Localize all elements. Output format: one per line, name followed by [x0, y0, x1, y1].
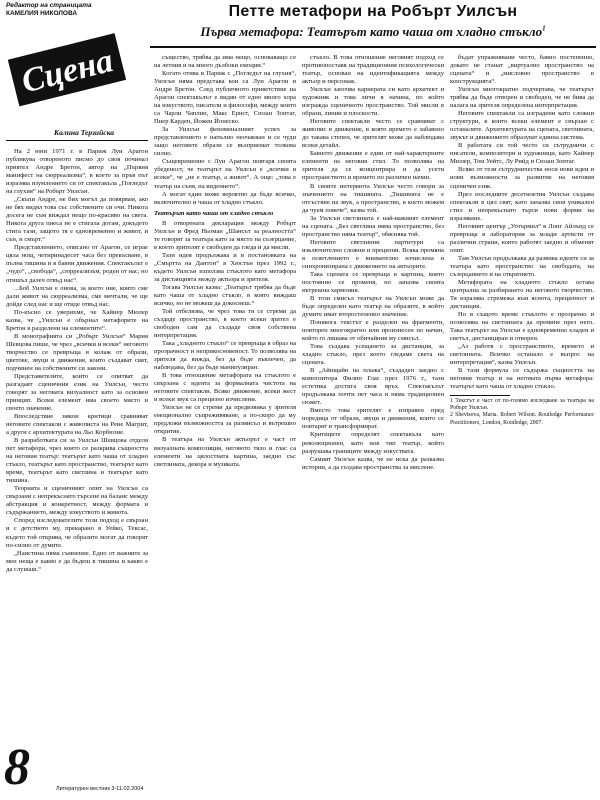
paragraph: Същевременно с Луи Арагон повтаря своята убеденост, че театърът на Уилсън е „всички и всеки“, че „не е театър, а живот“. А още: „това е театър на съня, на видението“.	[154, 158, 296, 190]
paragraph: „Аз работя с пространството, времето и светлината. Всичко останало е въпрос на интерпретация“, казва Уилсън.	[450, 343, 594, 367]
paragraph: Неговите спектакли са изградени като сложни структури, в които всеки елемент е свързан с останалите. Архитектурата на сцената, светлината, звукът и движението образуват единна система.	[450, 110, 594, 142]
paragraph: същество, трябва да има нещо, основаващо се на летния и на много дълбоки емоции.“	[154, 54, 296, 70]
paragraph: Вместо това зрителят е изправен пред поредица от образи, звуци и движения, които се повтарят и трансформират.	[302, 407, 444, 431]
author-name: Калина Терзийска	[54, 128, 114, 137]
paragraph: Той отбелязва, че чрез това тя се стреми да създаде пространство, в което всеки зрител е свободен сам да създаде своя собствена интерпретация.	[154, 307, 296, 340]
paragraph: бъдат упражнявани често, бавно постепенно, докато не станат „виртуално пространство на сцената“ и „мисловно пространство в конструкцията“.	[450, 54, 594, 86]
article-headline	[150, 3, 596, 40]
page-footer: Литературен вестник 3-11.02.2004	[56, 786, 144, 792]
paragraph: В театъра на Уилсън актьорът е част от визуалната композиция, неговото тяло и глас са елементи на цялостната картина, заедно със светлината, декора и музиката.	[154, 436, 296, 468]
paragraph: В „Айнщайн на плажа“, създаден заедно с композитора Филип Глас през 1976 г., тази естетика достига своя връх. Спектакълът продължава почти пет часа и няма традиционен сюжет.	[302, 367, 444, 407]
paragraph: На 2 юни 1971 г. в Париж Луи Арагон публикува отвореното писмо до своя починал приятел Андре Бретон, автор на „Първия манифест на сюрреализма“, в което за пръв път изразява изумлението си от спектакъла „Погледът на глухия“ на Робърт Уилсън.	[6, 148, 148, 196]
paragraph: Когато отива в Париж с „Погледът на глухия“, Уилсън няма представа кои са Луи Арагон и Андре Бретон. След публичното приветствие на Арагон спектакълът е видян от едно много хора на изкуството, писатели и философи, между които са Чарли Чаплин, Макс Ернст, Сюзан Зонтаг, Пиер Карден, Йожен Йонеско.	[154, 70, 296, 126]
paragraph: Театърът като чаша от хладно стъкло	[154, 209, 274, 217]
article-subtitle: Първа метафора: Театърът като чаша от хладно стъкло$^1$	[200, 24, 546, 39]
section-logo	[4, 26, 129, 114]
paragraph: Всяко от тези сътрудничества носи нови идеи и нови възможности за развитие на неговия сценичен език.	[450, 166, 594, 190]
paragraph: В своите интервюта Уилсън често говори за значението на тишината. „Тишината не е отсъствие на звук, а пространство, в което можем да чуем повече“, казва той.	[302, 182, 444, 214]
paragraph: През последните десетилетия Уилсън създава спектакли в цял свят, като запазва своя уникален стил и непрекъснато търси нови форми на изразяване.	[450, 190, 594, 222]
paragraph: Самият Уилсън казва, че не иска да разказва истории, а да създава пространства за мислене.	[302, 455, 444, 471]
paragraph: Така сцената се превръща в картина, която постоянно се променя, но запазва своята вътрешна хармония.	[302, 270, 444, 294]
paragraph: „Наистина няма съмнение. Едно от важните за мен неща е какво е да бъдеш в тишина и какво е да слушаш.“	[6, 549, 148, 573]
paragraph: Теорията и сценичният опит на Уилсън са свързани с непрекъснато търсене на баланс между абстракция и конкретност, между формата и съдържанието, между изкуството и живота.	[6, 485, 148, 517]
paragraph: В монографията си „Робърт Уилсън“ Мария Шевцова пише, че чрез „всички и всеки“ неговото творчество се превръща в колаж от образи, цветове, звуци и движения, които създават свят, подчинен на собствените си закони.	[6, 332, 148, 372]
paragraph: А могат един може вероятно да бъде всичко, включително и чаша от хладно стъкло.	[154, 190, 296, 206]
headline-rule	[150, 46, 596, 48]
paragraph: Неговите светлинни партитури са изключително сложни и прецизни. Всяка промяна в осветлението е внимателно изчислена и синхронизирана с движението на актьорите.	[302, 238, 444, 270]
paragraph: Това създава усещането за дистанция, за хладно стъкло, през което гледаме света на сцената.	[302, 343, 444, 367]
paragraph: Тогава Уилсън казва: „Театърът трябва да бъде като чаша от хладно стъкло, в която виждаш всичко, но не можеш да докоснеш.“	[154, 283, 296, 307]
paragraph: Там Уилсън продължава да развива идеите си за театъра като пространство на свободата, на съзерцанието и на откритието.	[450, 254, 594, 278]
paragraph: Бавното движение е един от най-характерните елементи на неговия стил. То позволява на зрителя да се концентрира и да усети пространството и времето по различен начин.	[302, 150, 444, 182]
paragraph: В този смисъл театърът на Уилсън може да бъде определен като театър на образите, в който думите имат второстепенно значение.	[302, 294, 444, 318]
editor-name: КАМЕЛИЯ НИКОЛОВА	[6, 10, 78, 18]
paragraph: стъкло. В това отношение неговият подход се противопоставя на традиционния психологически театър, основан на идентификацията между актьор и персонаж.	[302, 54, 444, 86]
paragraph: Представлението, описано от Арагон, се играе цяла нощ, четиринадесет часа без прекъсване, в пълна тишина и в бавни движения. Спектакълът е „чудо“, „свобода“, „сюрреализъм, роден от нас, но отишъл далеч отвъд нас“.	[6, 244, 148, 284]
paragraph: За Уилсън светлината е най-важният елемент на сцената. „Без светлина няма пространство, без пространство няма театър“, обяснява той.	[302, 214, 444, 238]
footnote-rule	[450, 395, 510, 396]
paragraph: В тази формула се съдържа същността на неговия театър и на неговата първа метафора: театърът като чаша от хладно стъкло.	[450, 367, 594, 391]
paragraph: Тази идея продължава и в постановката на „Смъртта на Дантон“ в Хюстън през 1992 г., където Уилсън използва стъклото като метафора за дистанцията между актьора и зрителя.	[154, 251, 296, 283]
author-rule	[6, 140, 148, 141]
paragraph: Уилсън не се стреми да предизвика у зрителя емоционално съпреживяване, а по-скоро да му предложи възможността за размисъл и вътрешно откритие.	[154, 404, 296, 436]
column-1	[6, 148, 148, 768]
article-title: Петте метафори на Робърт Уилсън	[228, 3, 518, 20]
page-number: 8	[4, 739, 30, 796]
paragraph: Представителите, които се опитват да разгадаят сценичния език на Уилсън, често говорят за неговата визуалност като за основен принцип. Всеки елемент има своето място и своето значение.	[6, 372, 148, 412]
paragraph: В разработката си за Уилсън Шевцова отделя пет метафори, чрез които се разкрива същността на неговия театър: театърът като чаша от хладно стъкло, театърът като пространство, театърът като време, театърът като светлина и театърът като тишина.	[6, 437, 148, 485]
editor-credit	[6, 2, 156, 18]
paragraph: „Скъпи Андре, не бих могъл да повярвам, ако не бях видял това със собствените си очи. Никога досега не съм виждал нещо по-красиво на света. Никога друга пиеса не е стигала дотам, докъдето стига тази, защото тя е едновременно и живот, и сън, и смърт.“	[6, 196, 148, 244]
paragraph: Критиците определят спектакъла като революционен, като нов тип театър, който разрушава границите между изкуствата.	[302, 431, 444, 455]
paragraph: Според изследователите този подход е свързан и с детството му, прекарано в Уейко, Тексас, където той открива, че образите могат да говорят по-силно от думите.	[6, 517, 148, 549]
column-4	[450, 54, 594, 796]
paragraph: Метафората на хладното стъкло остава централна за разбирането на неговото творчество. Тя изразява стремежа към яснота, прецизност и дистанция.	[450, 278, 594, 310]
paragraph: Неговият център „Уотърмил“ в Лонг Айлънд се превръща в лаборатория за млади артисти от различни страни, които работят заедно и обменят опит.	[450, 222, 594, 254]
paragraph: Така „хладното стъкло“ се превръща в образ на прозрачност и неприкосновеност. То позволява на зрителя да вижда, без да бъде въвлечен, да наблюдава, без да бъде манипулиран.	[154, 340, 296, 372]
paragraph: По-късно се уверихме, че Хайнер Мюлер казва, че „Уилсън е обърнал метафорите на Бретон в разделени на елементите“.	[6, 308, 148, 332]
column-3	[302, 54, 444, 796]
paragraph: В отворената декларация между Робърт Уилсън и Фред Ньоман „Шансът за реалността“ те говорят за театъра като за място на съзерцание, в което зрителят е свободен да гледа и да мисли.	[154, 219, 296, 251]
paragraph: Неговите спектакли често се сравняват с живопис в движение, в която времето е забавено до такава степен, че зрителят може да наблюдава всеки детайл.	[302, 118, 444, 150]
paragraph: За Уилсън феноменалният успех за представлението е напълно неочакван и се чуди защо неговите образи се възприемат толкова силно.	[154, 126, 296, 158]
column-2	[154, 54, 296, 796]
paragraph: Впоследствие някои критици сравняват неговите спектакли с живописта на Рене Магрит, а други с архитектурата на Льо Корбюзие.	[6, 413, 148, 437]
paragraph: Уилсън многократно подчертава, че театърът трябва да бъде отворен и свободен, че не бива да налага на зрителя определена интерпретация.	[450, 86, 594, 110]
logo-text: Сцена	[17, 42, 117, 101]
paragraph: ...Боб Уилсън е онова, за което ние, които сме дали живот на сюрреализма, сме мечтали, че ще дойде след нас и ще отиде отвъд нас.	[6, 284, 148, 308]
paragraph: Уилсън започва кариерата си като архитект и художник и това личи в начина, по който изгражда сценичното пространство. Той мисли в образи, линии и плоскости.	[302, 86, 444, 118]
paragraph: Но в същото време стъклото е прозрачно и позволява на светлината да премине през него. Така театърът на Уилсън е едновременно хладен и светъл, дистанциран и отворен.	[450, 311, 594, 343]
footnote: 2 Shevtsova, Maria. Robert Wilson. Routledge Performance Practitioners, London, Routledge, 2007.	[450, 412, 594, 426]
footnote: 1 Текстът е част от по-голямо изследване за театъра на Робърт Уилсън.	[450, 398, 594, 412]
editor-label: Редактор на страницата	[6, 2, 92, 9]
paragraph: В работата си той често си сътрудничи с писатели, композитори и художници, като Хайнер Мюлер, Том Уейтс, Лу Рийд и Сюзан Зонтаг.	[450, 142, 594, 166]
paragraph: В това отношение метафората на стъклото е свързана с идеята за формалната чистота на неговите спектакли. Всяко движение, всеки жест и всеки звук са прецизно изчислени.	[154, 372, 296, 404]
paragraph: Понякога текстът е разделен на фрагменти, повторен многократно или произнесен по начин, който го лишава от обичайния му смисъл.	[302, 319, 444, 343]
